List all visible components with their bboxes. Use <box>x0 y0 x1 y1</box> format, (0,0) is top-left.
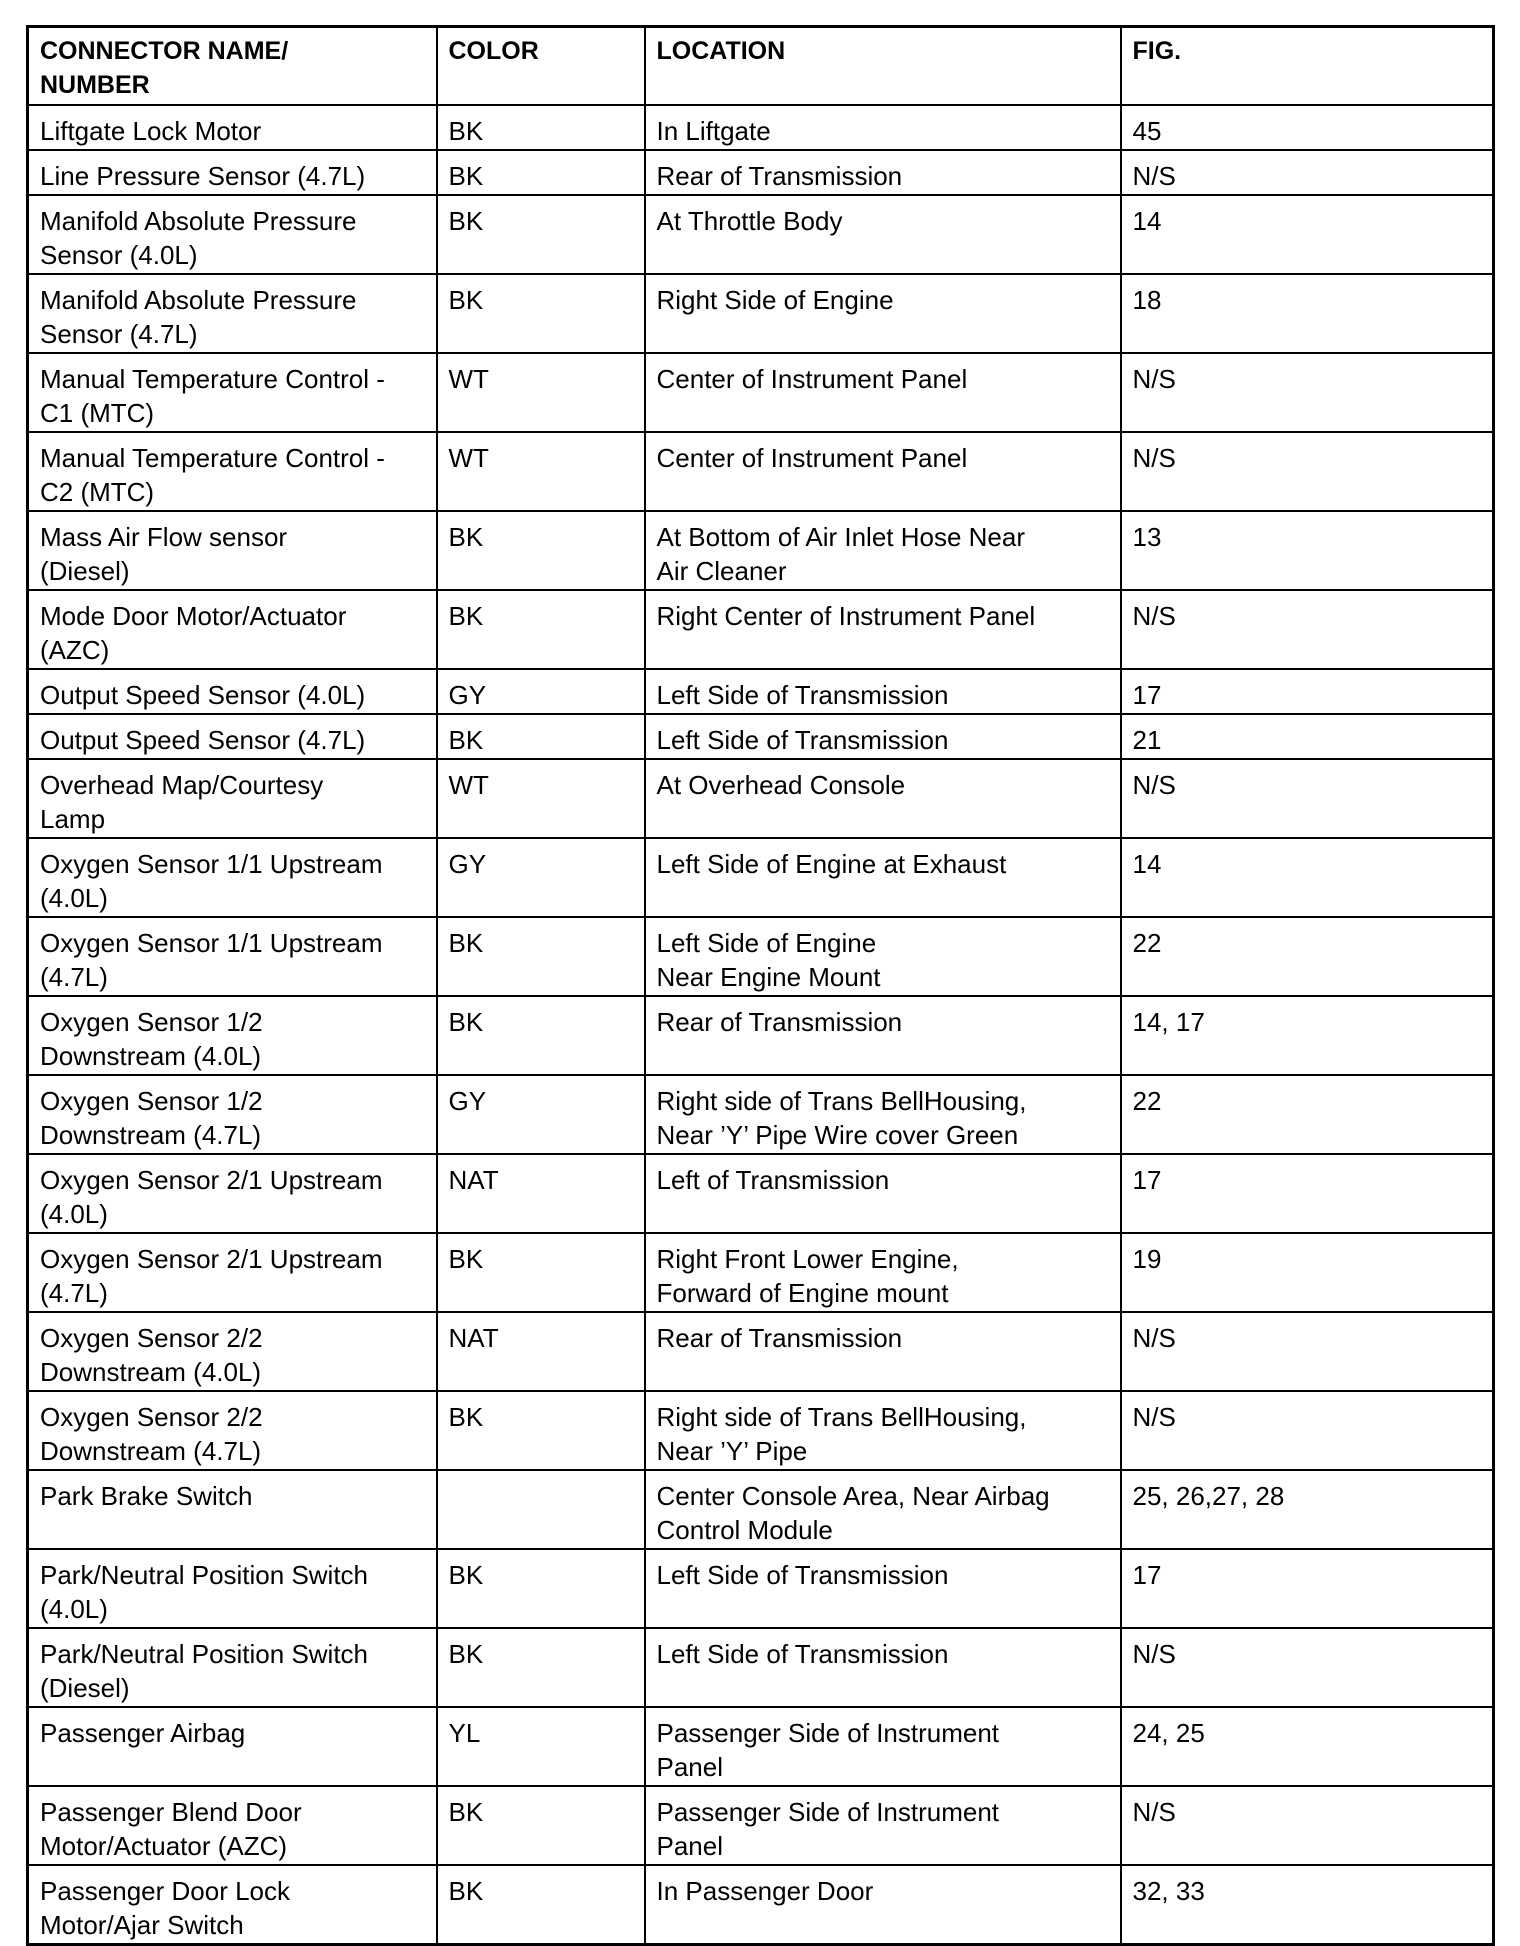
header-location: LOCATION <box>645 27 1121 106</box>
location-cell: Passenger Side of Instrument Panel <box>645 1786 1121 1865</box>
color-cell: BK <box>437 1233 645 1312</box>
fig-cell: N/S <box>1121 759 1494 838</box>
connector-name-cell: Passenger Door Lock Motor/Ajar Switch <box>28 1865 437 1945</box>
color-cell: NAT <box>437 1312 645 1391</box>
fig-cell: 45 <box>1121 105 1494 150</box>
fig-cell: 17 <box>1121 669 1494 714</box>
connector-name-cell: Oxygen Sensor 1/1 Upstream (4.7L) <box>28 917 437 996</box>
connector-name-cell: Line Pressure Sensor (4.7L) <box>28 150 437 195</box>
table-row <box>28 1786 1494 1865</box>
fig-cell: N/S <box>1121 1786 1494 1865</box>
table-row <box>28 1865 1494 1945</box>
location-cell: Left Side of Engine Near Engine Mount <box>645 917 1121 996</box>
connector-name-cell: Mode Door Motor/Actuator (AZC) <box>28 590 437 669</box>
color-cell: BK <box>437 714 645 759</box>
location-cell: Right side of Trans BellHousing, Near ’Y’ Pipe Wire cover Green <box>645 1075 1121 1154</box>
color-cell: WT <box>437 759 645 838</box>
fig-cell: N/S <box>1121 353 1494 432</box>
location-cell: Left Side of Engine at Exhaust <box>645 838 1121 917</box>
location-cell: In Liftgate <box>645 105 1121 150</box>
fig-cell: N/S <box>1121 150 1494 195</box>
connector-name-cell: Park Brake Switch <box>28 1470 437 1549</box>
color-cell: NAT <box>437 1154 645 1233</box>
color-cell: BK <box>437 105 645 150</box>
table-row <box>28 996 1494 1075</box>
color-cell: BK <box>437 1786 645 1865</box>
fig-cell: 14 <box>1121 838 1494 917</box>
color-cell: WT <box>437 432 645 511</box>
fig-cell: 21 <box>1121 714 1494 759</box>
table-row <box>28 432 1494 511</box>
location-cell: In Passenger Door <box>645 1865 1121 1945</box>
location-cell: Passenger Side of Instrument Panel <box>645 1707 1121 1786</box>
table-row <box>28 1707 1494 1786</box>
table-row <box>28 590 1494 669</box>
table-header-row <box>28 27 1494 106</box>
header-color: COLOR <box>437 27 645 106</box>
location-cell: At Overhead Console <box>645 759 1121 838</box>
table-row <box>28 1628 1494 1707</box>
connector-name-cell: Overhead Map/Courtesy Lamp <box>28 759 437 838</box>
table-row <box>28 838 1494 917</box>
table-row <box>28 1233 1494 1312</box>
color-cell: BK <box>437 1628 645 1707</box>
fig-cell: 17 <box>1121 1154 1494 1233</box>
color-cell: GY <box>437 1075 645 1154</box>
location-cell: Center Console Area, Near Airbag Control Module <box>645 1470 1121 1549</box>
connector-name-cell: Oxygen Sensor 1/2 Downstream (4.7L) <box>28 1075 437 1154</box>
connector-name-cell: Oxygen Sensor 2/2 Downstream (4.0L) <box>28 1312 437 1391</box>
color-cell: YL <box>437 1707 645 1786</box>
location-cell: Center of Instrument Panel <box>645 432 1121 511</box>
fig-cell: 32, 33 <box>1121 1865 1494 1945</box>
table-row <box>28 1075 1494 1154</box>
location-cell: Left Side of Transmission <box>645 1628 1121 1707</box>
fig-cell: 14 <box>1121 195 1494 274</box>
table-row <box>28 714 1494 759</box>
fig-cell: 24, 25 <box>1121 1707 1494 1786</box>
header-fig: FIG. <box>1121 27 1494 106</box>
location-cell: Right Center of Instrument Panel <box>645 590 1121 669</box>
table-row <box>28 1154 1494 1233</box>
table-row <box>28 105 1494 150</box>
fig-cell: 13 <box>1121 511 1494 590</box>
table-row <box>28 274 1494 353</box>
location-cell: Rear of Transmission <box>645 1312 1121 1391</box>
table-row <box>28 759 1494 838</box>
connector-name-cell: Liftgate Lock Motor <box>28 105 437 150</box>
fig-cell: 22 <box>1121 917 1494 996</box>
color-cell: BK <box>437 1549 645 1628</box>
fig-cell: N/S <box>1121 1391 1494 1470</box>
location-cell: Rear of Transmission <box>645 996 1121 1075</box>
location-cell: Left Side of Transmission <box>645 669 1121 714</box>
connector-name-cell: Park/Neutral Position Switch (Diesel) <box>28 1628 437 1707</box>
table-row <box>28 1470 1494 1549</box>
location-cell: At Throttle Body <box>645 195 1121 274</box>
connector-name-cell: Passenger Airbag <box>28 1707 437 1786</box>
connector-name-cell: Manifold Absolute Pressure Sensor (4.7L) <box>28 274 437 353</box>
color-cell: BK <box>437 274 645 353</box>
fig-cell: 19 <box>1121 1233 1494 1312</box>
connector-name-cell: Oxygen Sensor 1/1 Upstream (4.0L) <box>28 838 437 917</box>
location-cell: Rear of Transmission <box>645 150 1121 195</box>
table-row <box>28 511 1494 590</box>
color-cell: BK <box>437 590 645 669</box>
table-row <box>28 353 1494 432</box>
connector-name-cell: Output Speed Sensor (4.7L) <box>28 714 437 759</box>
connector-name-cell: Oxygen Sensor 2/1 Upstream (4.0L) <box>28 1154 437 1233</box>
connector-name-cell: Passenger Blend Door Motor/Actuator (AZC) <box>28 1786 437 1865</box>
color-cell: BK <box>437 1391 645 1470</box>
color-cell: GY <box>437 838 645 917</box>
location-cell: At Bottom of Air Inlet Hose Near Air Cleaner <box>645 511 1121 590</box>
fig-cell: N/S <box>1121 1628 1494 1707</box>
color-cell: BK <box>437 996 645 1075</box>
table-row <box>28 1312 1494 1391</box>
connector-name-cell: Oxygen Sensor 2/2 Downstream (4.7L) <box>28 1391 437 1470</box>
table-row <box>28 669 1494 714</box>
color-cell <box>437 1470 645 1549</box>
connector-table <box>26 25 1495 1946</box>
color-cell: BK <box>437 917 645 996</box>
fig-cell: N/S <box>1121 590 1494 669</box>
fig-cell: N/S <box>1121 432 1494 511</box>
location-cell: Right Side of Engine <box>645 274 1121 353</box>
fig-cell: 18 <box>1121 274 1494 353</box>
fig-cell: 25, 26,27, 28 <box>1121 1470 1494 1549</box>
connector-name-cell: Oxygen Sensor 2/1 Upstream (4.7L) <box>28 1233 437 1312</box>
table-row <box>28 917 1494 996</box>
color-cell: BK <box>437 511 645 590</box>
header-connector-name: CONNECTOR NAME/ NUMBER <box>28 27 437 106</box>
color-cell: BK <box>437 150 645 195</box>
table-row <box>28 1549 1494 1628</box>
table-row <box>28 1391 1494 1470</box>
location-cell: Left Side of Transmission <box>645 1549 1121 1628</box>
fig-cell: N/S <box>1121 1312 1494 1391</box>
color-cell: BK <box>437 1865 645 1945</box>
fig-cell: 17 <box>1121 1549 1494 1628</box>
location-cell: Left Side of Transmission <box>645 714 1121 759</box>
color-cell: GY <box>437 669 645 714</box>
connector-name-cell: Mass Air Flow sensor (Diesel) <box>28 511 437 590</box>
fig-cell: 22 <box>1121 1075 1494 1154</box>
connector-name-cell: Manual Temperature Control - C2 (MTC) <box>28 432 437 511</box>
table-row <box>28 195 1494 274</box>
color-cell: WT <box>437 353 645 432</box>
location-cell: Left of Transmission <box>645 1154 1121 1233</box>
location-cell: Right Front Lower Engine, Forward of Engine mount <box>645 1233 1121 1312</box>
fig-cell: 14, 17 <box>1121 996 1494 1075</box>
connector-name-cell: Manual Temperature Control - C1 (MTC) <box>28 353 437 432</box>
connector-name-cell: Oxygen Sensor 1/2 Downstream (4.0L) <box>28 996 437 1075</box>
location-cell: Center of Instrument Panel <box>645 353 1121 432</box>
connector-name-cell: Manifold Absolute Pressure Sensor (4.0L) <box>28 195 437 274</box>
connector-name-cell: Park/Neutral Position Switch (4.0L) <box>28 1549 437 1628</box>
color-cell: BK <box>437 195 645 274</box>
location-cell: Right side of Trans BellHousing, Near ’Y’ Pipe <box>645 1391 1121 1470</box>
table-row <box>28 150 1494 195</box>
connector-name-cell: Output Speed Sensor (4.0L) <box>28 669 437 714</box>
